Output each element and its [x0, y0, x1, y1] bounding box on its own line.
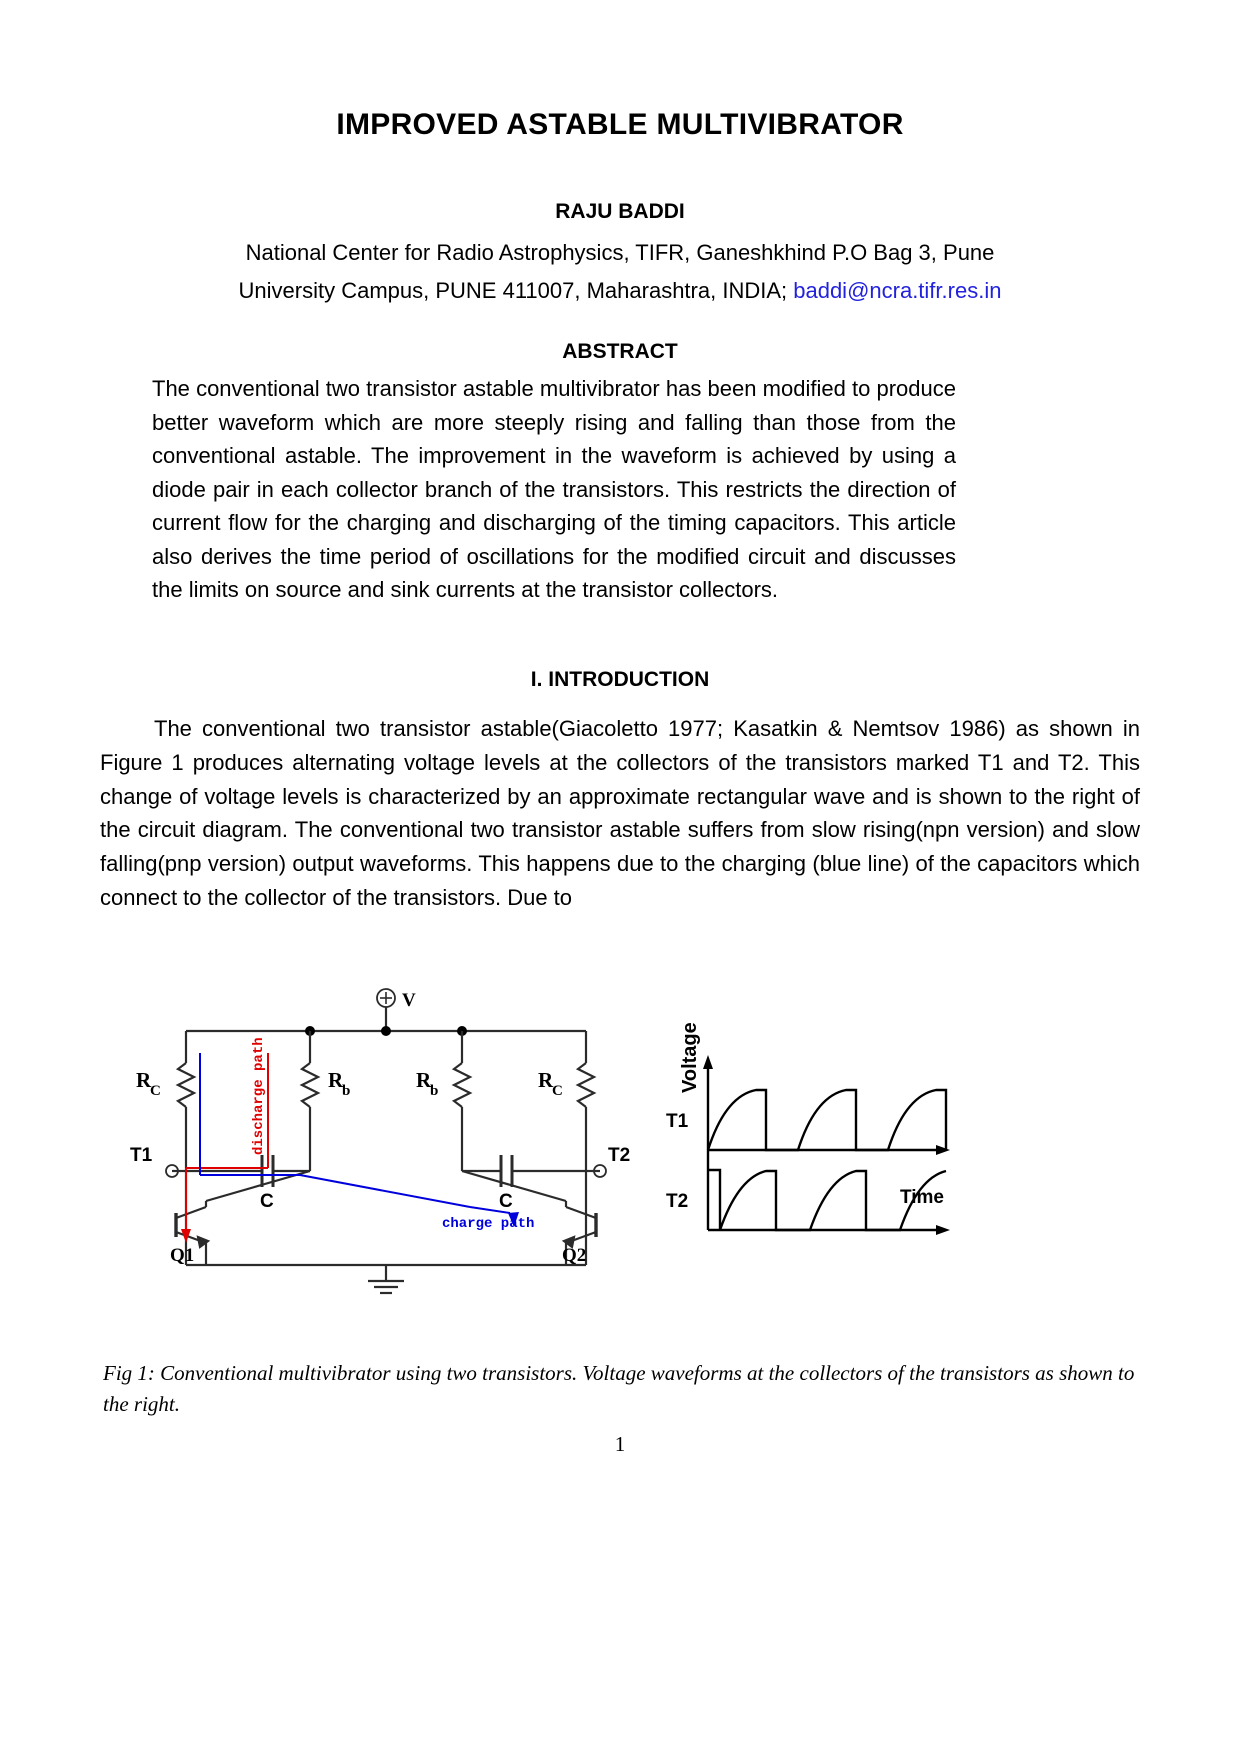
page-title: IMPROVED ASTABLE MULTIVIBRATOR — [336, 108, 904, 141]
label-charge-path: charge path — [442, 1216, 535, 1232]
cross-couple-right — [462, 1171, 566, 1201]
label-capacitor-left: C — [260, 1191, 274, 1212]
resistor-rb-left — [302, 1031, 318, 1171]
capacitor-c-left — [186, 1155, 310, 1187]
waveform-ylabel: Voltage — [679, 1022, 701, 1093]
label-rb-right-sub: b — [430, 1083, 439, 1099]
resistor-rb-right — [454, 1031, 470, 1171]
label-discharge-path: discharge path — [251, 1037, 267, 1155]
label-q1: Q1 — [170, 1245, 195, 1266]
author-email-link[interactable]: baddi@ncra.tifr.res.in — [793, 278, 1002, 303]
label-t2: T2 — [608, 1145, 631, 1166]
charge-path-annotation — [200, 1053, 519, 1227]
waveform-trace-t1 — [708, 1090, 946, 1150]
resistor-rc-right — [578, 1031, 594, 1171]
label-capacitor-right: C — [499, 1191, 513, 1212]
supply-label: V — [402, 990, 416, 1011]
label-t1: T1 — [130, 1145, 153, 1166]
capacitor-c-right — [462, 1155, 586, 1187]
abstract-heading: ABSTRACT — [562, 340, 678, 363]
figure-caption: Fig 1: Conventional multivibrator using two transistors. Voltage waveforms at the collectors of the transistors as shown to the right. — [103, 1361, 1135, 1416]
resistor-rc-left — [178, 1031, 194, 1171]
label-rc-left: R — [136, 1068, 152, 1092]
label-rc-right-sub: C — [552, 1083, 563, 1099]
affiliation-line-2: University Campus, PUNE 411007, Maharashtra, INDIA; — [238, 278, 794, 303]
label-rb-left: R — [328, 1068, 344, 1092]
circuit-diagram — [166, 989, 606, 1293]
supply-symbol-icon — [377, 989, 395, 1031]
waveform-label-t2: T2 — [666, 1191, 689, 1212]
label-q2: Q2 — [562, 1245, 587, 1266]
abstract-body: The conventional two transistor astable multivibrator has been modified to produce better waveform which are more steeply rising and falling than those from the conventional astable. The improvement in the waveform is achieved by using a diode pair in each collector branch of the transistors. This restricts the direction of current flow for the charging and discharging of the timing capacitors. This article also derives the time period of oscillations for the modified circuit and discusses the limits on source and sink currents at the transistor collectors. — [152, 376, 956, 602]
affiliation-line-1: National Center for Radio Astrophysics, TIFR, Ganeshkhind P.O Bag 3, Pune — [245, 240, 995, 265]
section-heading-introduction: I. INTRODUCTION — [530, 668, 710, 691]
label-rb-left-sub: b — [342, 1083, 351, 1099]
figure-1 — [110, 975, 1130, 1305]
waveform-plot — [703, 1055, 950, 1235]
waveform-label-t1: T1 — [666, 1111, 689, 1132]
introduction-body: The conventional two transistor astable(Giacoletto 1977; Kasatkin & Nemtsov 1986) as shown in Figure 1 produces alternating voltage levels at the collectors of the transistors marked T1 and T2. This change of voltage levels is characterized by an approximate rectangular wave and is shown to the right of the circuit diagram. The conventional two transistor astable suffers from slow rising(npn version) and slow falling(pnp version) output waveforms. This happens due to the charging (blue line) of the capacitors which connect to the collector of the transistors. Due to — [100, 716, 1140, 910]
label-rb-right: R — [416, 1068, 432, 1092]
author-name: RAJU BADDI — [555, 200, 685, 223]
page-number: 1 — [614, 1432, 626, 1456]
waveform-xlabel: Time — [900, 1187, 945, 1208]
rail-node-mid — [381, 1026, 391, 1036]
label-rc-right: R — [538, 1068, 554, 1092]
affiliation-block — [150, 234, 1090, 310]
label-rc-left-sub: C — [150, 1083, 161, 1099]
ground-symbol-icon — [368, 1265, 404, 1293]
